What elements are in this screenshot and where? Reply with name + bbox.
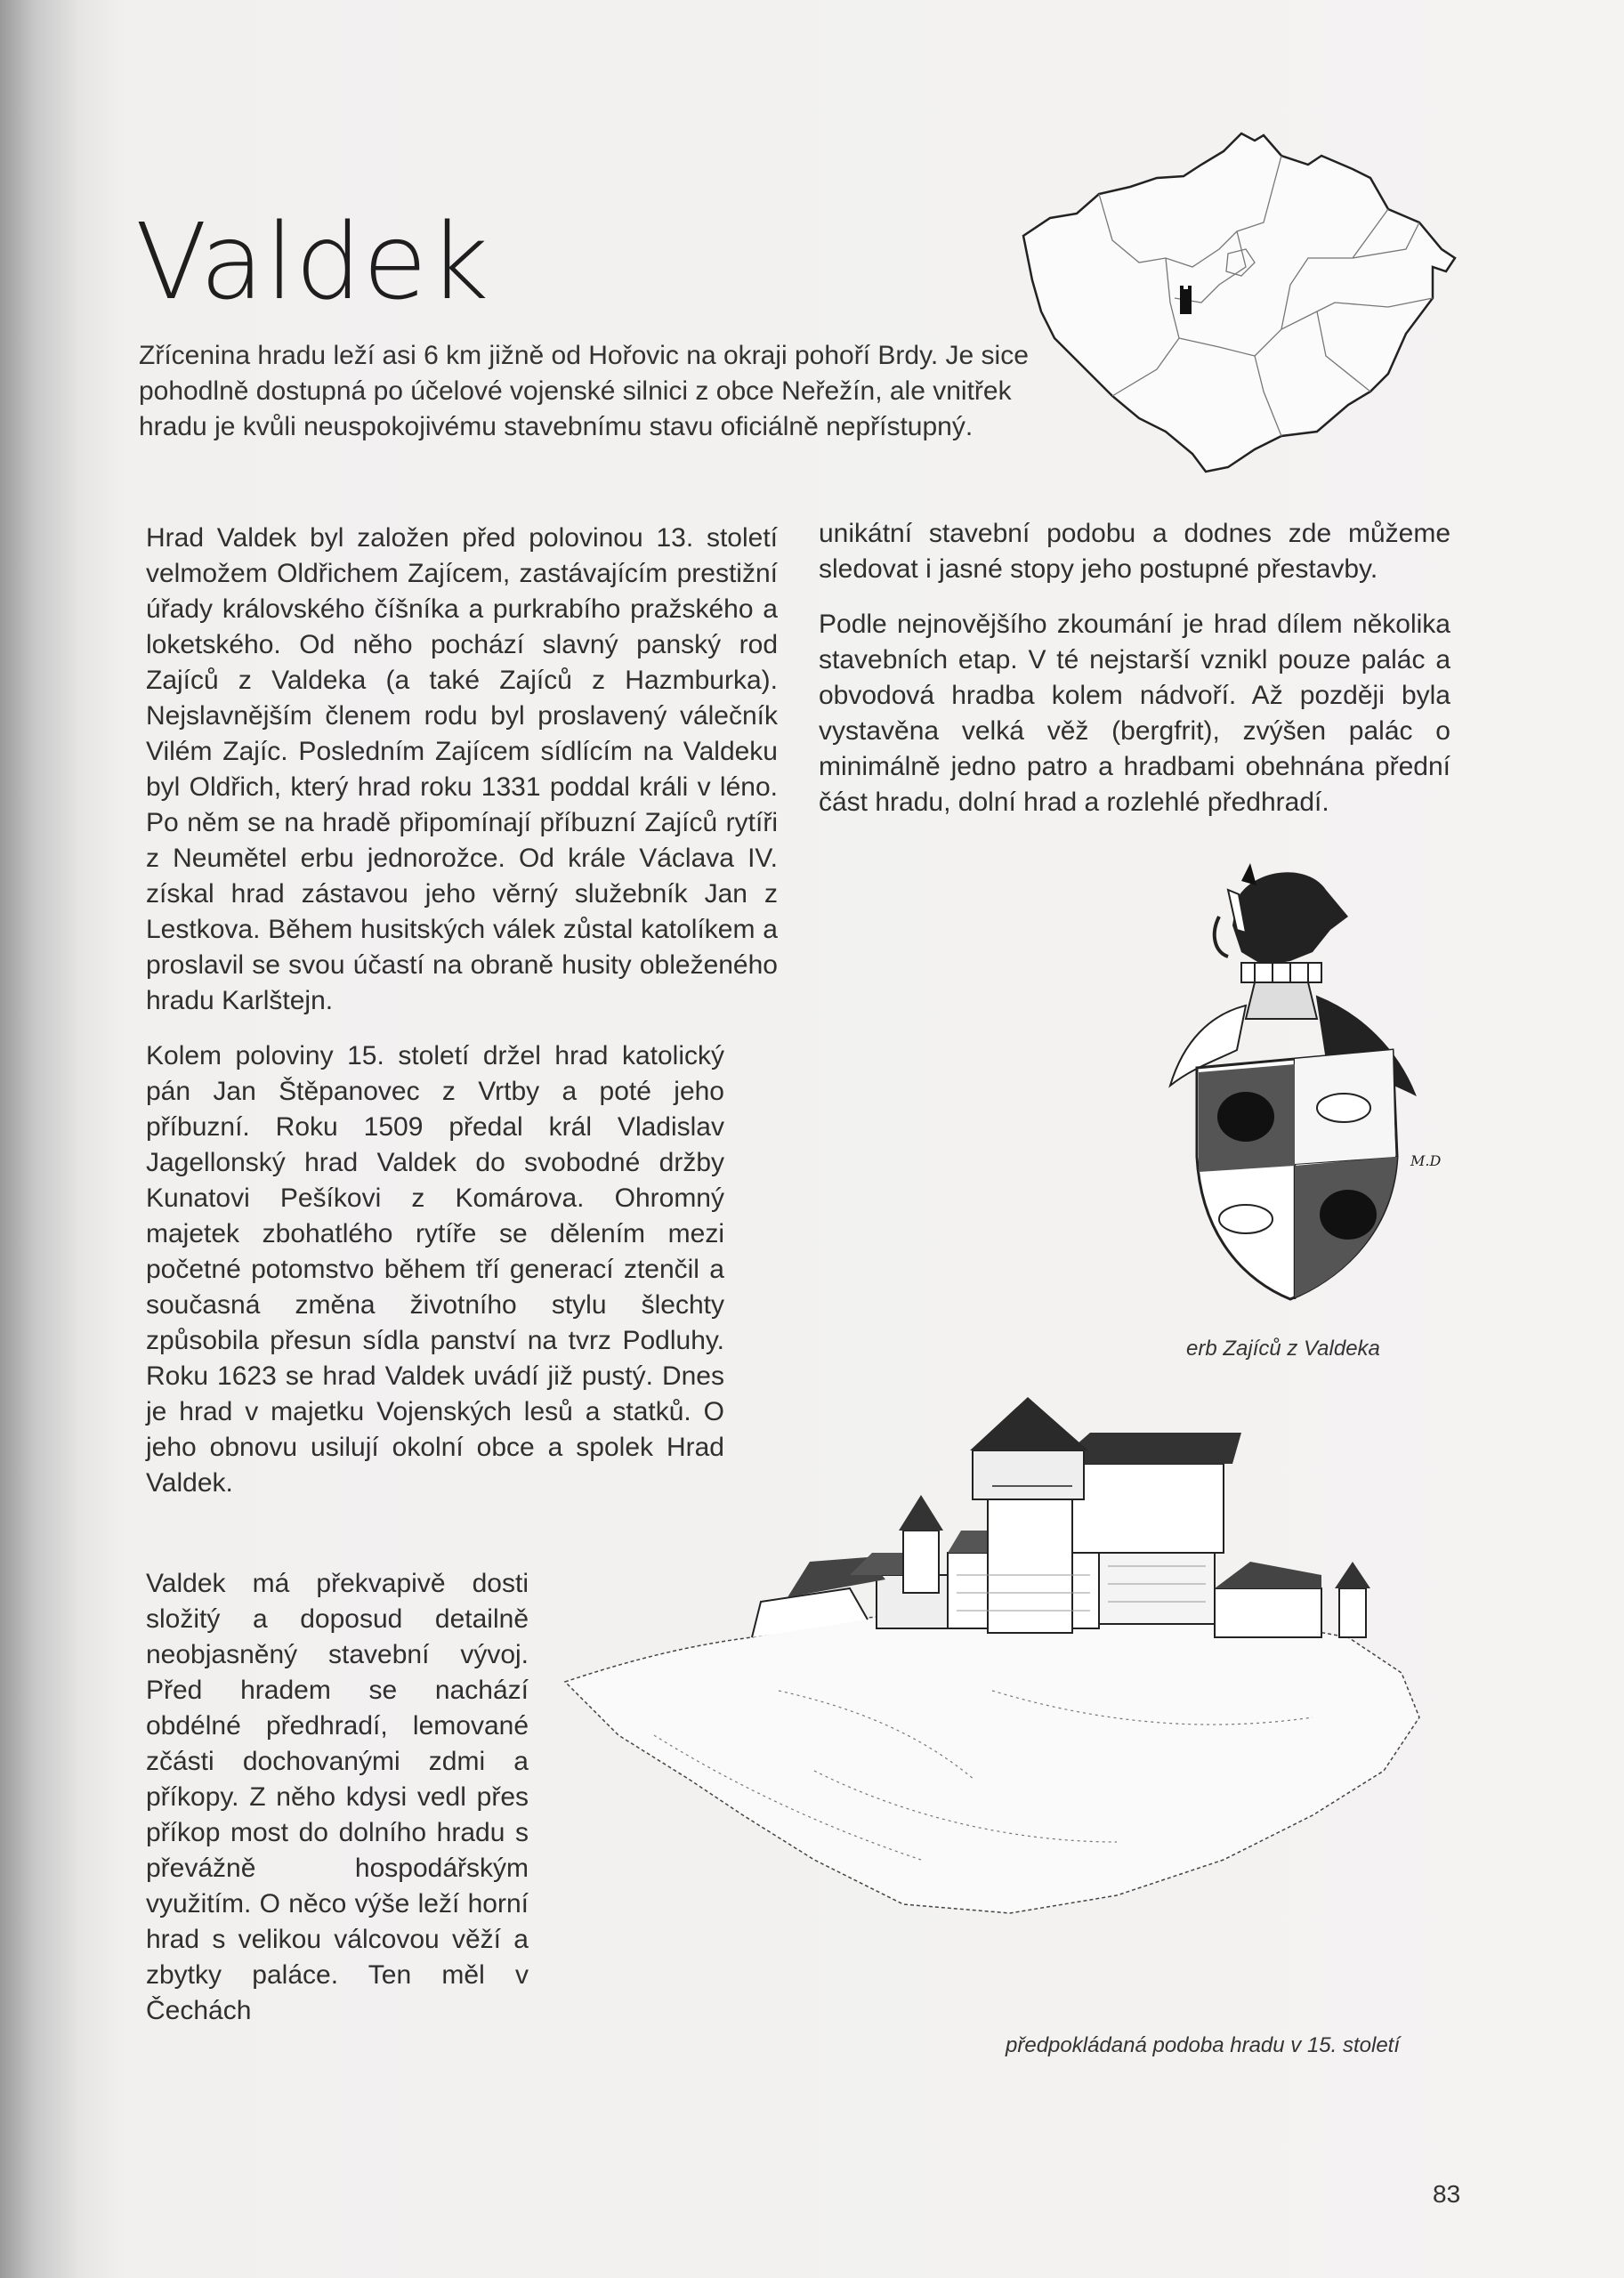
- right-column: [819, 516, 1450, 840]
- paragraph-stages: Podle nejnovějšího zkoumání je hrad dílem několika stavebních etap. V té nejstarší vznikl pouze palác a obvodová hradba kolem nádvoří. Až později byla vystavěna velká věž (bergfrit), zvýšen palác o minimálně jedno patro a hradbami obehnána přední část hradu, dolní hrad a rozlehlé předhradí.: [819, 610, 1450, 817]
- paragraph-owners: Kolem poloviny 15. století držel hrad katolický pán Jan Štěpanovec z Vrtby a poté jeho příbuzní. Roku 1509 předal král Vladislav Jagellonský hrad Valdek do svobodné držby Kunatovi Pešíkovi z Komárova. Ohromný majetek zbohatlého rytíře se dělením mezi početné potomstvo během tří generací ztenčil a současná změna životního stylu šlechty způsobila přesun sídla panství na tvrz Podluhy. Roku 1623 se hrad Valdek uvádí již pustý. Dnes je hrad v majetku Vojenských lesů a statků. O jeho obnovu usilují okolní obce a spolek Hrad Valdek.: [146, 1041, 724, 1498]
- czech-map-icon: [1014, 125, 1459, 489]
- coat-of-arms-icon: [1157, 863, 1450, 1326]
- paragraph-construction: Valdek má překvapivě dosti složitý a doposud detailně neobjasněný stavební vývoj. Před hradem se nachází obdélné předhradí, lemované zčásti dochovanými zdmi a příkopy. Z něho kdysi vedl přes příkop most do dolního hradu s převážně hospodářským využitím. O něco výše leží horní hrad s velikou válcovou věží a zbytky paláce. Ten měl v Čechách: [146, 1569, 529, 2025]
- coat-of-arms-caption: erb Zajíců z Valdeka: [1186, 1337, 1380, 1361]
- castle-illustration-icon: [547, 1397, 1464, 2020]
- paragraph-continuation: unikátní stavební podobu a dodnes zde můžeme sledovat i jasné stopy jeho postupné přestavby.: [819, 519, 1450, 584]
- artist-signature: M.D: [1410, 1152, 1442, 1169]
- intro-paragraph: Zřícenina hradu leží asi 6 km jižně od Hořovic na okraji pohoří Brdy. Je sice pohodlně dostupná po účelové vojenské silnici z obce Neřežín, ale vnitřek hradu je kvůli neuspokojivému stavebnímu stavu oficiálně nepřístupný.: [139, 341, 1029, 441]
- left-column-narrow: [146, 1566, 529, 2048]
- page-title: Valdek: [135, 200, 490, 323]
- left-column: [146, 521, 778, 1521]
- paragraph-history: Hrad Valdek byl založen před polovinou 13. století velmožem Oldřichem Zajícem, zastávajícím prestižní úřady královského číšníka a purkrabího pražského a loketského. Od něho pochází slavný panský rod Zajíců z Valdeka (a také Zajíců z Hazmburka). Nejslavnějším členem rodu byl proslavený válečník Vilém Zajíc. Posledním Zajícem sídlícím na Valdeku byl Oldřich, který hrad roku 1331 poddal králi v léno. Po něm se na hradě připomínají příbuzní Zajíců rytíři z Neumětel erbu jednorožce. Od krále Václava IV. získal hrad zástavou jeho věrný služebník Jan z Lestkova. Během husitských válek zůstal katolíkem a proslavil se svou účastí na obraně husity obleženého hradu Karlštejn.: [146, 523, 778, 1015]
- castle-caption: předpokládaná podoba hradu v 15. století: [1006, 2033, 1401, 2057]
- page-number: 83: [1433, 2180, 1461, 2208]
